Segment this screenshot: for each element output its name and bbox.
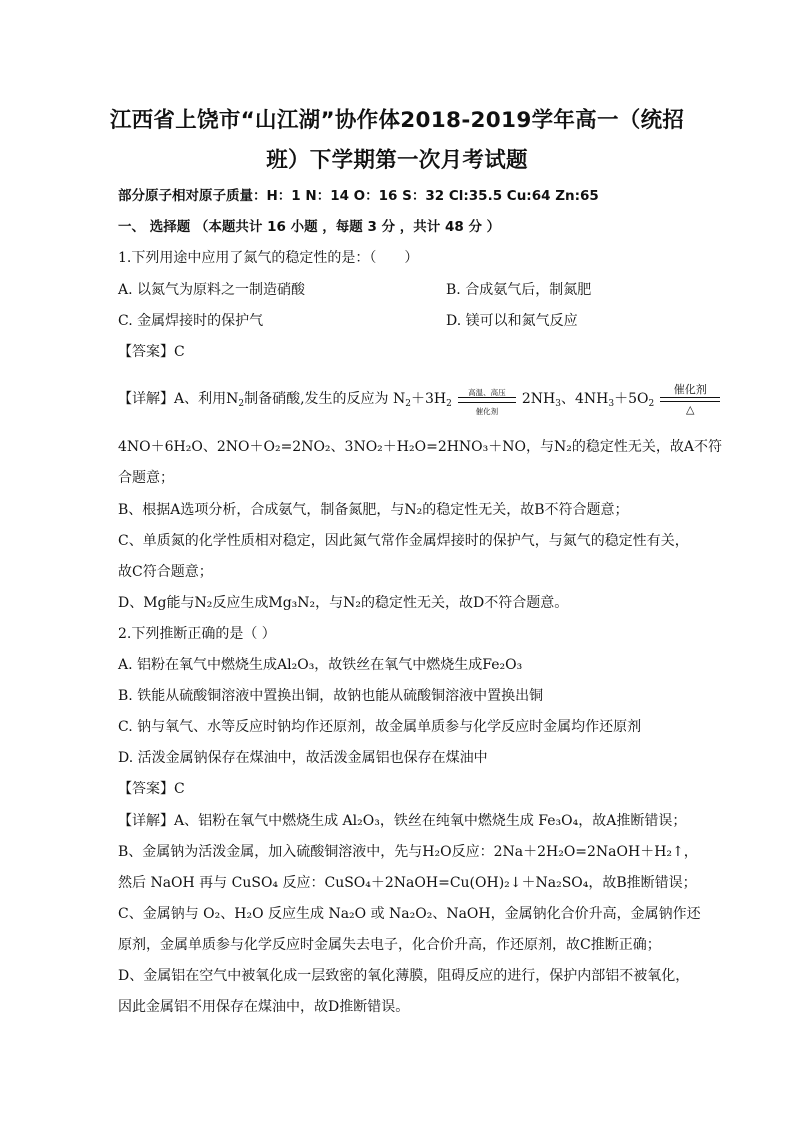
q2-detail-line6: D、金属铝在空气中被氧化成一层致密的氧化薄膜，阻碍反应的进行，保护内部铝不被氧化， xyxy=(118,968,690,984)
q2-detail-line1: 【详解】A、铝粉在氧气中燃烧生成 Al₂O₃，铁丝在纯氧中燃烧生成 Fe₃O₄，故A推断错误； xyxy=(118,813,687,829)
q1-detail-a-mid: 制备硝酸,发生的反应为 N xyxy=(244,391,406,407)
q1-detail-c2: 故C符合题意； xyxy=(118,564,213,580)
q2-detail-line3: 然后 NaOH 再与 CuSO₄ 反应：CuSO₄＋2NaOH=Cu(OH)₂↓＋Na₂SO₄，故B推断错误； xyxy=(118,875,697,891)
q2-detail-line4: C、金属钠与 O₂、H₂O 反应生成 Na₂O 或 Na₂O₂、NaOH，金属钠化合价升高，金属钠作还 xyxy=(118,906,701,922)
q1-stem: 1.下列用途中应用了氮气的稳定性的是：（ ） xyxy=(118,250,419,266)
q1-detail-d: D、Mg能与N₂反应生成Mg₃N₂，与N₂的稳定性无关，故D不符合题意。 xyxy=(118,595,569,611)
arrow-condition-bottom: 催化剂 xyxy=(475,407,499,416)
q1-detail-a-nh3: 2NH xyxy=(521,391,556,407)
atomic-mass-note: 部分原子相对原子质量：H：1 N：14 O：16 S：32 Cl:35.5 Cu:64 Zn:65 xyxy=(118,188,599,204)
q2-option-a: A. 铝粉在氧气中燃烧生成Al₂O₃，故铁丝在氧气中燃烧生成Fe₂O₃ xyxy=(118,657,523,673)
doc-title-line1: 江西省上饶市“山江湖”协作体2018-2019学年高一（统招 xyxy=(109,108,685,133)
q1-option-c: C. 金属焊接时的保护气 xyxy=(118,313,264,329)
q1-detail-line2: 4NO＋6H₂O、2NO＋O₂=2NO₂、3NO₂＋H₂O=2HNO₃＋NO，与N₂的稳定性无关，故A不符 xyxy=(118,439,722,455)
q2-answer: 【答案】C xyxy=(118,781,185,797)
catalyst-equal-sign xyxy=(658,383,722,416)
q2-detail-line7: 因此金属铝不用保存在煤油中，故D推断错误。 xyxy=(118,999,410,1015)
q2-detail-line5: 原剂，金属单质参与化学反应时金属失去电子，化合价升高，作还原剂，故C推断正确； xyxy=(118,937,661,953)
q1-detail-a-4nh3: 、4NH xyxy=(560,391,609,407)
eq-condition-bottom: △ xyxy=(685,403,695,416)
q2-option-c: C. 钠与氧气、水等反应时钠均作还原剂，故金属单质参与化学反应时金属均作还原剂 xyxy=(118,719,642,735)
q2-detail-line2: B、金属钠为活泼金属，加入硫酸铜溶液中，先与H₂O反应：2Na＋2H₂O=2NaOH＋H₂↑， xyxy=(118,844,698,860)
doc-title-line2: 班）下学期第一次月考试题 xyxy=(266,148,528,173)
eq-condition-top: 催化剂 xyxy=(673,383,707,396)
q1-option-a xyxy=(118,280,305,300)
q1-detail-a-5o2: ＋5O xyxy=(614,391,649,407)
q1-detail-a-3h: ＋3H xyxy=(411,391,447,407)
q1-option-a-text: A. 以氮气为原料之一制造硝酸 xyxy=(118,282,306,298)
q2-stem: 2.下列推断正确的是（ ） xyxy=(118,626,276,642)
reversible-arrow xyxy=(456,388,518,416)
q1-detail-line3: 合题意； xyxy=(118,470,174,486)
q1-detail-c1: C、单质氮的化学性质相对稳定，因此氮气常作金属焊接时的保护气，与氮气的稳定性有关， xyxy=(118,533,689,549)
q1-detail-b: B、根据A选项分析，合成氨气，制备氮肥，与N₂的稳定性无关，故B不符合题意； xyxy=(118,502,629,518)
q1-detail-label: 【详解】 xyxy=(118,391,174,407)
q1-detail-a-prefix: A、利用N xyxy=(174,391,239,407)
q2-option-d: D. 活泼金属钠保存在煤油中，故活泼金属铝也保存在煤油中 xyxy=(118,750,488,766)
q2-option-b: B. 铁能从硫酸铜溶液中置换出铜，故钠也能从硫酸铜溶液中置换出铜 xyxy=(118,688,544,704)
arrow-condition-top: 高温、高压 xyxy=(468,388,506,397)
q1-detail-line1: 【详解】A、利用$N_2$制备硝酸,发生的反应为 $N_2+3H_2$ 高温、高压 催化剂 $2NH_3$、$4NH_3+5O_2$ 催化剂 △ xyxy=(118,389,722,409)
q1-option-d: D. 镁可以和氮气反应 xyxy=(446,313,578,329)
section-heading: 一、 选择题 （本题共计 16 小题 ，每题 3 分 ，共计 48 分 ） xyxy=(118,219,501,235)
q1-answer: 【答案】C xyxy=(118,344,185,360)
q1-option-b: B. 合成氨气后，制氮肥 xyxy=(446,282,592,298)
